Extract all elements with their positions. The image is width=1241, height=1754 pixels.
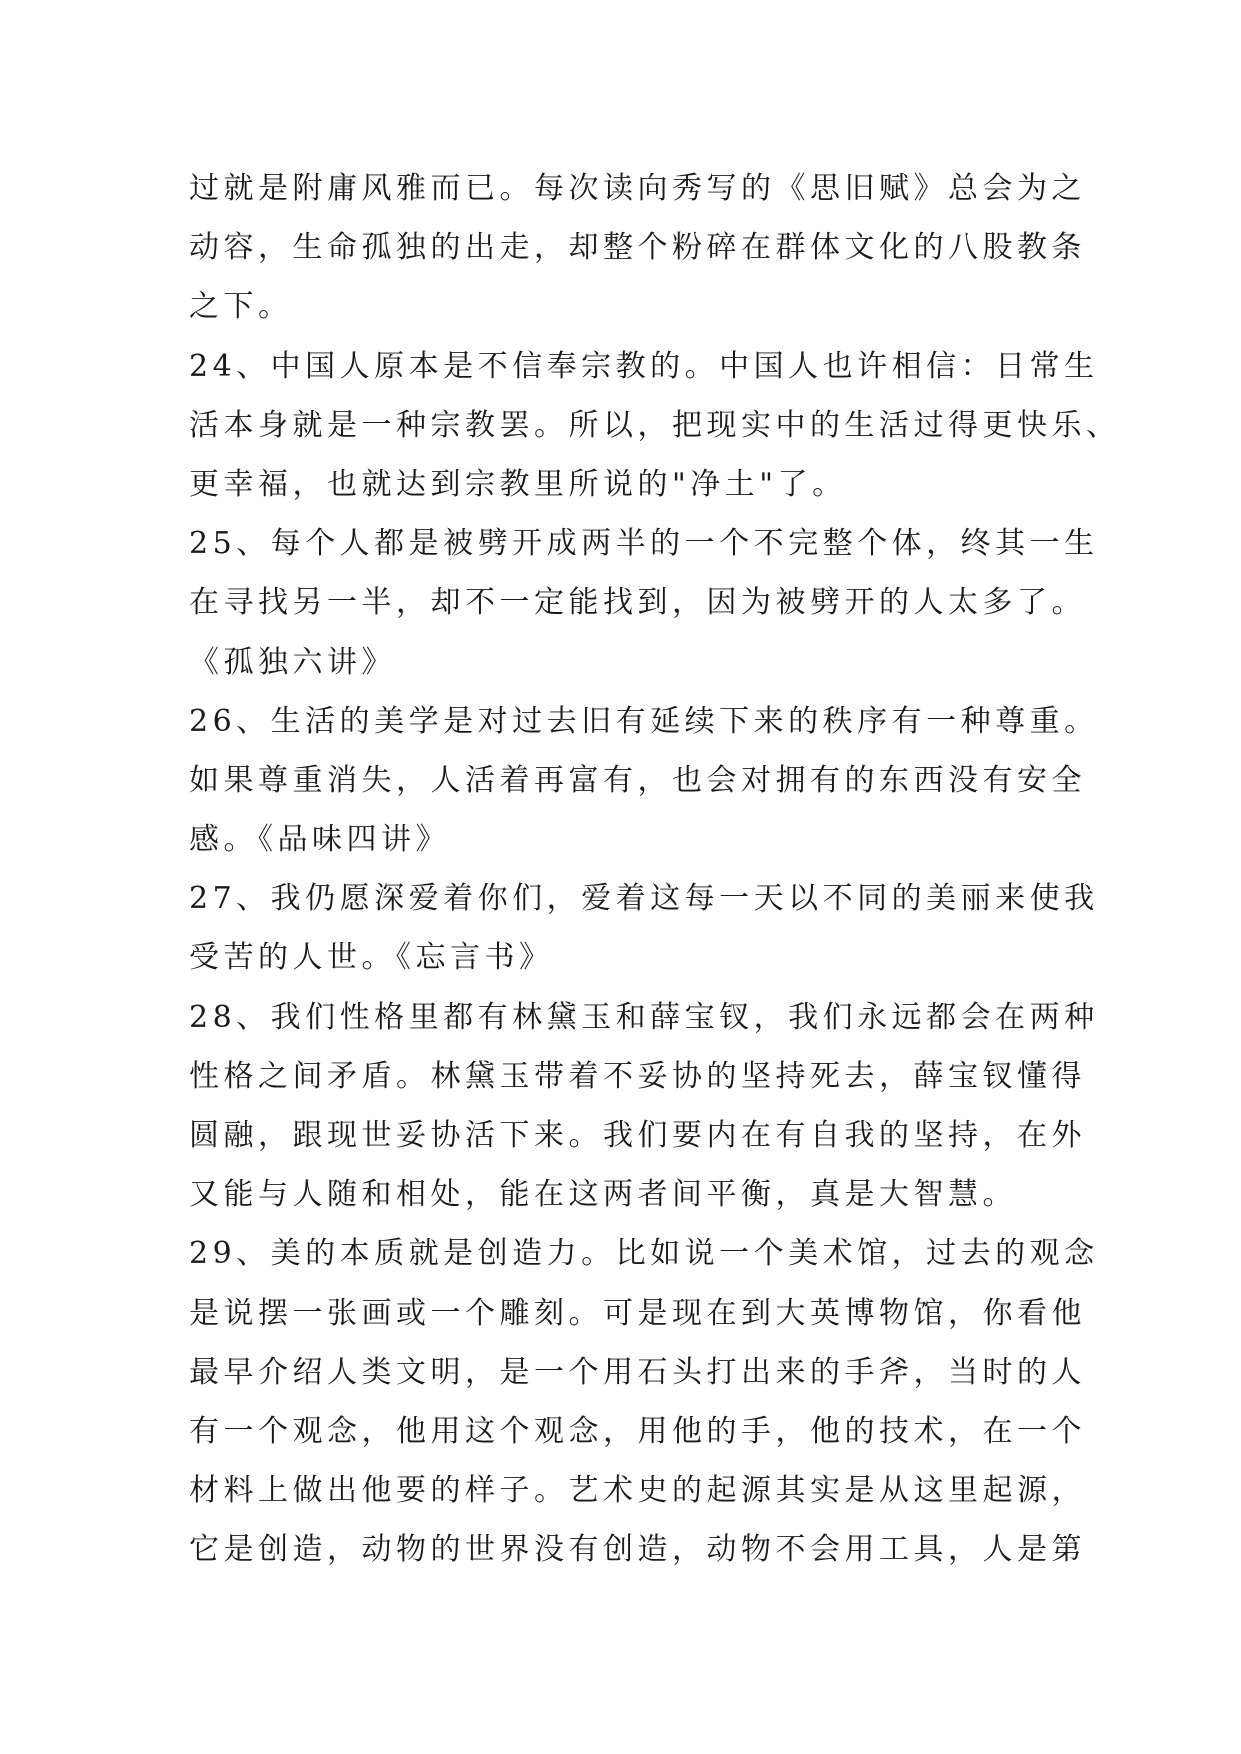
text-line: 最早介绍人类文明，是一个用石头打出来的手斧，当时的人	[189, 1354, 1086, 1390]
text-line: 更幸福，也就达到宗教里所说的"净土"了。	[189, 466, 847, 502]
text-line: 材料上做出他要的样子。艺术史的起源其实是从这里起源，	[189, 1473, 1086, 1509]
text-line: 29、美的本质就是创造力。比如说一个美术馆，过去的观念	[189, 1236, 1099, 1272]
text-line: 活本身就是一种宗教罢。所以，把现实中的生活过得更快乐、	[189, 407, 1121, 443]
text-line: 26、生活的美学是对过去旧有延续下来的秩序有一种尊重。	[189, 703, 1099, 739]
text-line: 之下。	[189, 289, 293, 325]
text-line: 是说摆一张画或一个雕刻。可是现在到大英博物馆，你看他	[189, 1295, 1086, 1331]
text-line: 感。《品味四讲》	[189, 822, 450, 858]
text-line: 受苦的人世。《忘言书》	[189, 940, 554, 976]
text-line: 过就是附庸风雅而已。每次读向秀写的《思旧赋》总会为之	[189, 171, 1086, 206]
text-line: 圆融，跟现世妥协活下来。我们要内在有自我的坚持，在外	[189, 1118, 1086, 1153]
text-line: 又能与人随和相处，能在这两者间平衡，真是大智慧。	[189, 1177, 1017, 1213]
text-line: 28、我们性格里都有林黛玉和薛宝钗，我们永远都会在两种	[189, 999, 1099, 1035]
text-line: 性格之间矛盾。林黛玉带着不妥协的坚持死去，薛宝钗懂得	[189, 1058, 1086, 1094]
text-line: 如果尊重消失，人活着再富有，也会对拥有的东西没有安全	[189, 762, 1086, 798]
text-line: 《孤独六讲》	[189, 644, 396, 680]
body-text	[189, 159, 1121, 1580]
text-line: 在寻找另一半，却不一定能找到，因为被劈开的人太多了。	[189, 585, 1086, 621]
text-line: 有一个观念，他用这个观念，用他的手，他的技术，在一个	[189, 1413, 1086, 1449]
text-line: 24、中国人原本是不信奉宗教的。中国人也许相信：日常生	[189, 348, 1099, 384]
text-line: 它是创造，动物的世界没有创造，动物不会用工具，人是第	[189, 1532, 1086, 1568]
text-line: 27、我仍愿深爱着你们，爱着这每一天以不同的美丽来使我	[189, 881, 1099, 917]
text-line: 动容，生命孤独的出走，却整个粉碎在群体文化的八股教条	[189, 230, 1086, 266]
text-line: 25、每个人都是被劈开成两半的一个不完整个体，终其一生	[189, 526, 1099, 562]
